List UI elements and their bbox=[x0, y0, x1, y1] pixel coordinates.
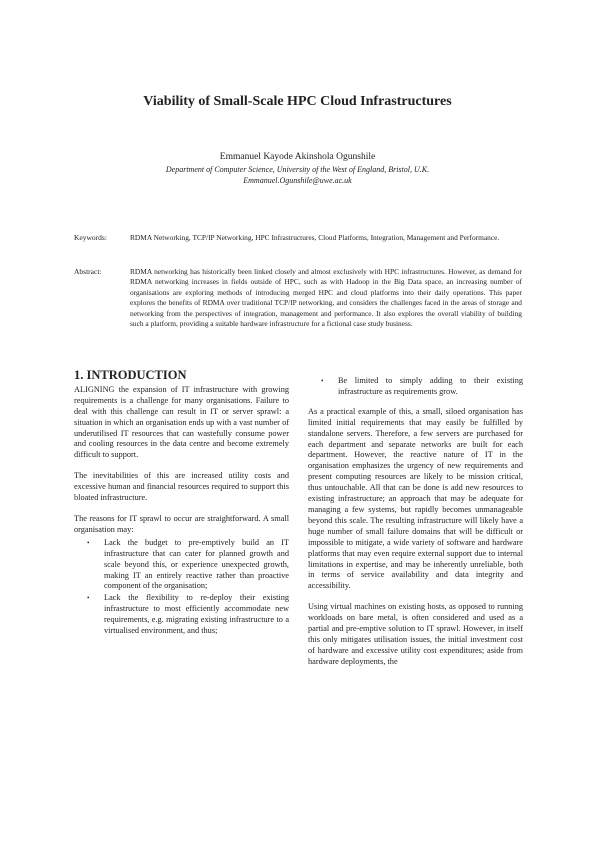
intro-paragraph-1: ALIGNING the expansion of IT infrastructure with growing requirements is a challenge for many organisations. Failure to deal with this challenge can result in IT or server sprawl: a situation in which an organisation ends up with a vast number of underutilised IT resources that can wastefully consume power and cooling resources in the data centre and become extremely difficult to support. bbox=[74, 384, 289, 460]
keywords-label: Keywords: bbox=[74, 233, 107, 242]
abstract-label: Abstract: bbox=[74, 267, 102, 276]
intro-paragraph-5: Using virtual machines on existing hosts, as opposed to running workloads on bare metal, is often considered and used as a partial and pre-emptive solution to IT sprawl. However, in itself this only mitigates utilisation issues, the initial investment cost of hardware and excessive utility cost expenditures; aside from hardware deployments, the bbox=[308, 602, 523, 666]
reasons-list-continued bbox=[308, 376, 523, 398]
right-column bbox=[308, 376, 523, 678]
list-item bbox=[74, 538, 289, 593]
left-column bbox=[74, 370, 289, 638]
author-affiliation: Department of Computer Science, University of the West of England, Bristol, U.K. bbox=[165, 165, 430, 174]
author-email: Emmanuel.Ogunshile@uwe.ac.uk bbox=[243, 175, 352, 185]
paper-title: Viability of Small-Scale HPC Cloud Infrastructures bbox=[143, 94, 452, 109]
list-item bbox=[74, 593, 289, 637]
bullet-icon: • bbox=[87, 594, 90, 603]
list-item bbox=[308, 376, 523, 398]
intro-paragraph-3: The reasons for IT sprawl to occur are straightforward. A small organisation may: bbox=[74, 513, 289, 534]
abstract-text: RDMA networking has historically been linked closely and almost exclusively with HPC infrastructures. However, as demand for RDMA networking increases in fields outside of HPC, such as with Hadoop in the Big Data space, an increasing number of organisations are exploring methods of introducing merged HPC and cloud platforms into their daily operations. This paper explores the benefits of RDMA over traditional TCP/IP networking, and considers the challenges faced in the areas of storage and networking from the perspectives of integration, management and performance. It also explores the overall viability of building such a platform, providing a suitable hardware infrastructure for a fictional case study business. bbox=[130, 267, 522, 329]
bullet-icon: • bbox=[87, 538, 90, 547]
bullet-icon: • bbox=[321, 377, 324, 385]
section-heading-introduction: 1. INTRODUCTION bbox=[74, 368, 187, 382]
list-item-text: Be limited to simply adding to their existing infrastructure as requirements grow. bbox=[338, 376, 523, 396]
reasons-list bbox=[74, 538, 289, 637]
list-item-text: Lack the flexibility to re-deploy their existing infrastructure to most efficiently accommodate new requirements, e.g. migrating existing infrastructure to a virtualised environment, and thus; bbox=[104, 593, 289, 636]
intro-paragraph-4: As a practical example of this, a small, siloed organisation has limited initial requirements that may easily be fulfilled by standalone servers. Therefore, a few servers are purchased for each department and separate networks are built for each department. However, the reactive nature of IT in the organisation emphasizes the urgency of new requirements and present computing resources are likely to be mission critical, thus untouchable. All that can be done is add new resources to existing infrastructure; an approach that may be adequate for managing a few systems, but rapidly becomes unmanageable beyond this scale. The resulting infrastructure will likely have a huge number of small failure domains that will be difficult or impossible to mitigate, a wide variety of software and hardware platforms that may even require external support due to internal limitations in expertise, and may be inherently unreliable, both in terms of service availability and data integrity and accessibility. bbox=[308, 406, 523, 591]
list-item-text: Lack the budget to pre-emptively build an IT infrastructure that can cater for planned growth and scale beyond this, or experience unexpected growth, making IT an entirely reactive rather than proactive component of the organisation; bbox=[104, 537, 289, 591]
author-name: Emmanuel Kayode Akinshola Ogunshile bbox=[219, 152, 376, 162]
author-affiliation-block bbox=[0, 165, 595, 186]
intro-paragraph-2: The inevitabilities of this are increased utility costs and excessive human and financial resources required to support this bloated infrastructure. bbox=[74, 471, 289, 503]
keywords-text: RDMA Networking, TCP/IP Networking, HPC Infrastructures, Cloud Platforms, Integration, Management and Performance. bbox=[130, 233, 500, 242]
